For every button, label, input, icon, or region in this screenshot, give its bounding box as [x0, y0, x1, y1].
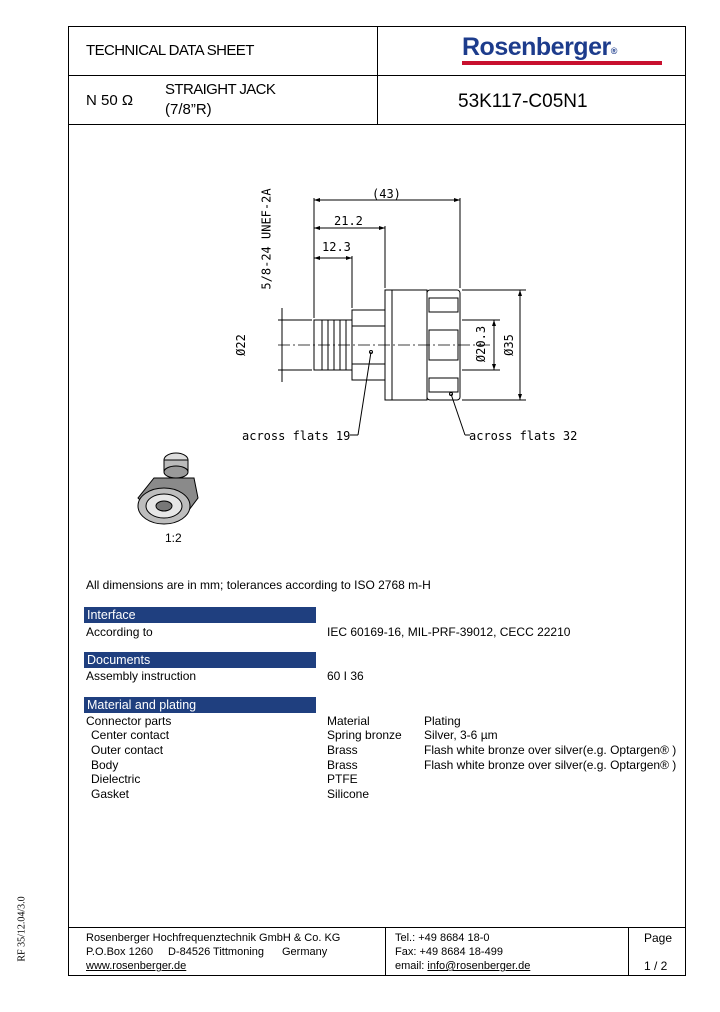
- brand-mark: ®: [610, 46, 617, 56]
- documents-value: 60 I 36: [327, 669, 364, 683]
- header-vertical-divider: [377, 26, 378, 124]
- part-name: Outer contact: [91, 743, 164, 757]
- part-name: Gasket: [91, 787, 130, 801]
- impedance-label: N 50 Ω: [86, 92, 134, 109]
- page-number: 1 / 2: [644, 959, 668, 973]
- col-material: Material: [327, 714, 370, 728]
- part-material: Spring bronze: [327, 728, 402, 742]
- part-material: Brass: [327, 758, 358, 772]
- footer-vertical-divider-1: [385, 927, 386, 976]
- dim-21-2: 21.2: [334, 214, 363, 228]
- brand-name: Rosenberger: [462, 33, 611, 61]
- part-material: Brass: [327, 743, 358, 757]
- page-label: Page: [644, 931, 673, 945]
- documents-heading: Documents: [84, 652, 316, 668]
- col-connector-parts: Connector parts: [86, 714, 172, 728]
- company-name: Rosenberger Hochfrequenztechnik GmbH & Co. KG: [86, 932, 341, 944]
- part-material: Silicone: [327, 787, 370, 801]
- part-plating: Flash white bronze over silver(e.g. Optargen® ): [424, 758, 677, 772]
- telephone: Tel.: +49 8684 18-0: [395, 932, 490, 944]
- side-document-code: RF 35/12.04/3.0: [16, 896, 28, 962]
- across-flats-32-label: across flats 32: [469, 429, 578, 443]
- header-divider-2: [68, 124, 686, 125]
- dim-dia-22: Ø22: [233, 334, 248, 356]
- interface-heading: Interface: [84, 607, 316, 623]
- part-number: 53K117-C05N1: [458, 91, 588, 112]
- material-heading: Material and plating: [84, 697, 316, 713]
- country: Germany: [282, 946, 328, 958]
- interface-value: IEC 60169-16, MIL-PRF-39012, CECC 22210: [327, 625, 571, 639]
- brand-logo: [462, 33, 617, 61]
- connector-drawing: [230, 180, 580, 460]
- fax: Fax: +49 8684 18-499: [395, 946, 503, 958]
- email-label: email:: [395, 960, 425, 972]
- part-plating: Flash white bronze over silver(e.g. Optargen® ): [424, 743, 677, 757]
- part-name: Dielectric: [91, 772, 141, 786]
- doc-title: TECHNICAL DATA SHEET: [86, 42, 254, 59]
- footer-divider: [68, 927, 686, 928]
- product-type: STRAIGHT JACK: [165, 81, 276, 98]
- dim-12-3: 12.3: [322, 240, 351, 254]
- city: D-84526 Tittmoning: [168, 946, 264, 958]
- website-link[interactable]: www.rosenberger.de: [86, 960, 187, 972]
- part-plating: Silver, 3-6 µm: [424, 728, 498, 742]
- documents-label: Assembly instruction: [86, 669, 197, 683]
- email-link[interactable]: info@rosenberger.de: [427, 960, 531, 972]
- part-name: Body: [91, 758, 119, 772]
- product-size: (7/8”R): [165, 101, 212, 118]
- dim-dia-35: Ø35: [501, 334, 516, 356]
- connector-3d-image: [128, 448, 208, 530]
- footer-vertical-divider-2: [628, 927, 629, 976]
- dim-overall-43: (43): [372, 187, 401, 201]
- dim-dia-20-3: Ø20.3: [474, 325, 489, 363]
- email-row: [395, 959, 530, 973]
- brand-logo-bar: [462, 61, 662, 65]
- scale-label: 1:2: [165, 531, 182, 545]
- thread-spec: 5/8-24 UNEF-2A: [259, 188, 274, 290]
- part-material: PTFE: [327, 772, 358, 786]
- col-plating: Plating: [424, 714, 461, 728]
- dimensions-note: All dimensions are in mm; tolerances according to ISO 2768 m-H: [86, 578, 431, 592]
- across-flats-19-label: across flats 19: [242, 429, 351, 443]
- interface-label: According to: [86, 625, 153, 639]
- po-box: P.O.Box 1260: [86, 946, 154, 958]
- part-name: Center contact: [91, 728, 170, 742]
